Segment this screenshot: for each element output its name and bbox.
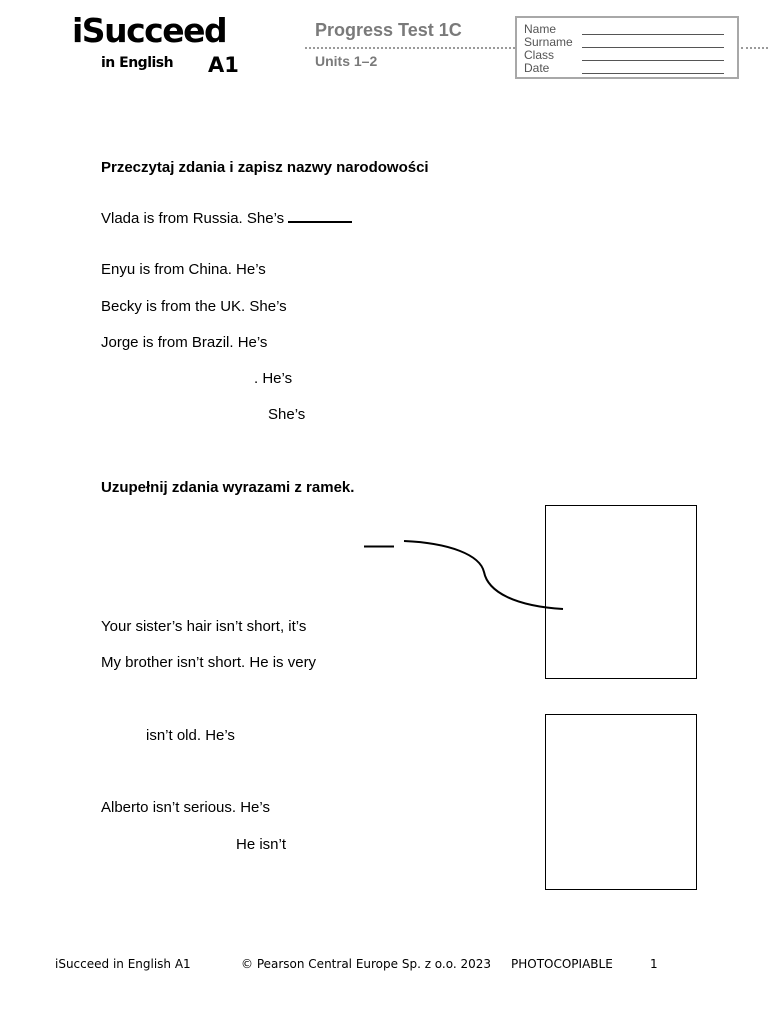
- logo-level: A1: [208, 53, 239, 77]
- test-title: Progress Test 1C: [315, 20, 462, 40]
- class-label: Class: [524, 48, 555, 62]
- nationality-item-1: Enyu is from China. He’s: [101, 261, 266, 278]
- adjective-item-4: Alberto isn’t serious. He’s: [101, 799, 270, 816]
- connector-curve: [404, 541, 563, 609]
- adjective-item-3: isn’t old. He’s: [146, 727, 235, 744]
- section2-instruction: Uzupełnij zdania wyrazami z ramek.: [101, 479, 355, 496]
- nationality-item-4: . He’s: [254, 370, 293, 387]
- adjective-item-2: My brother isn’t short. He is very: [101, 654, 317, 671]
- logo-main: iSucceed: [72, 11, 227, 50]
- date-label: Date: [524, 61, 550, 75]
- adjective-item-5: He isn’t: [236, 836, 287, 853]
- section1-instruction: Przeczytaj zdania i zapisz nazwy narodowości: [101, 159, 429, 176]
- page-number: 1: [650, 957, 658, 971]
- nationality-item-3: Jorge is from Brazil. He’s: [101, 334, 268, 351]
- footer-photocopiable: PHOTOCOPIABLE: [511, 957, 613, 971]
- test-units: Units 1–2: [315, 53, 378, 69]
- example-text: Vlada is from Russia. She’s: [101, 210, 285, 227]
- name-label: Name: [524, 22, 557, 36]
- logo-sub: in English: [101, 55, 174, 71]
- nationality-item-2: Becky is from the UK. She’s: [101, 298, 287, 315]
- surname-label: Surname: [524, 35, 573, 49]
- nationality-item-5: She’s: [268, 406, 306, 423]
- adjective-item-1: Your sister’s hair isn’t short, it’s: [101, 618, 307, 635]
- footer-copyright: © Pearson Central Europe Sp. z o.o. 2023: [241, 957, 492, 971]
- footer-book-title: iSucceed in English A1: [55, 957, 191, 971]
